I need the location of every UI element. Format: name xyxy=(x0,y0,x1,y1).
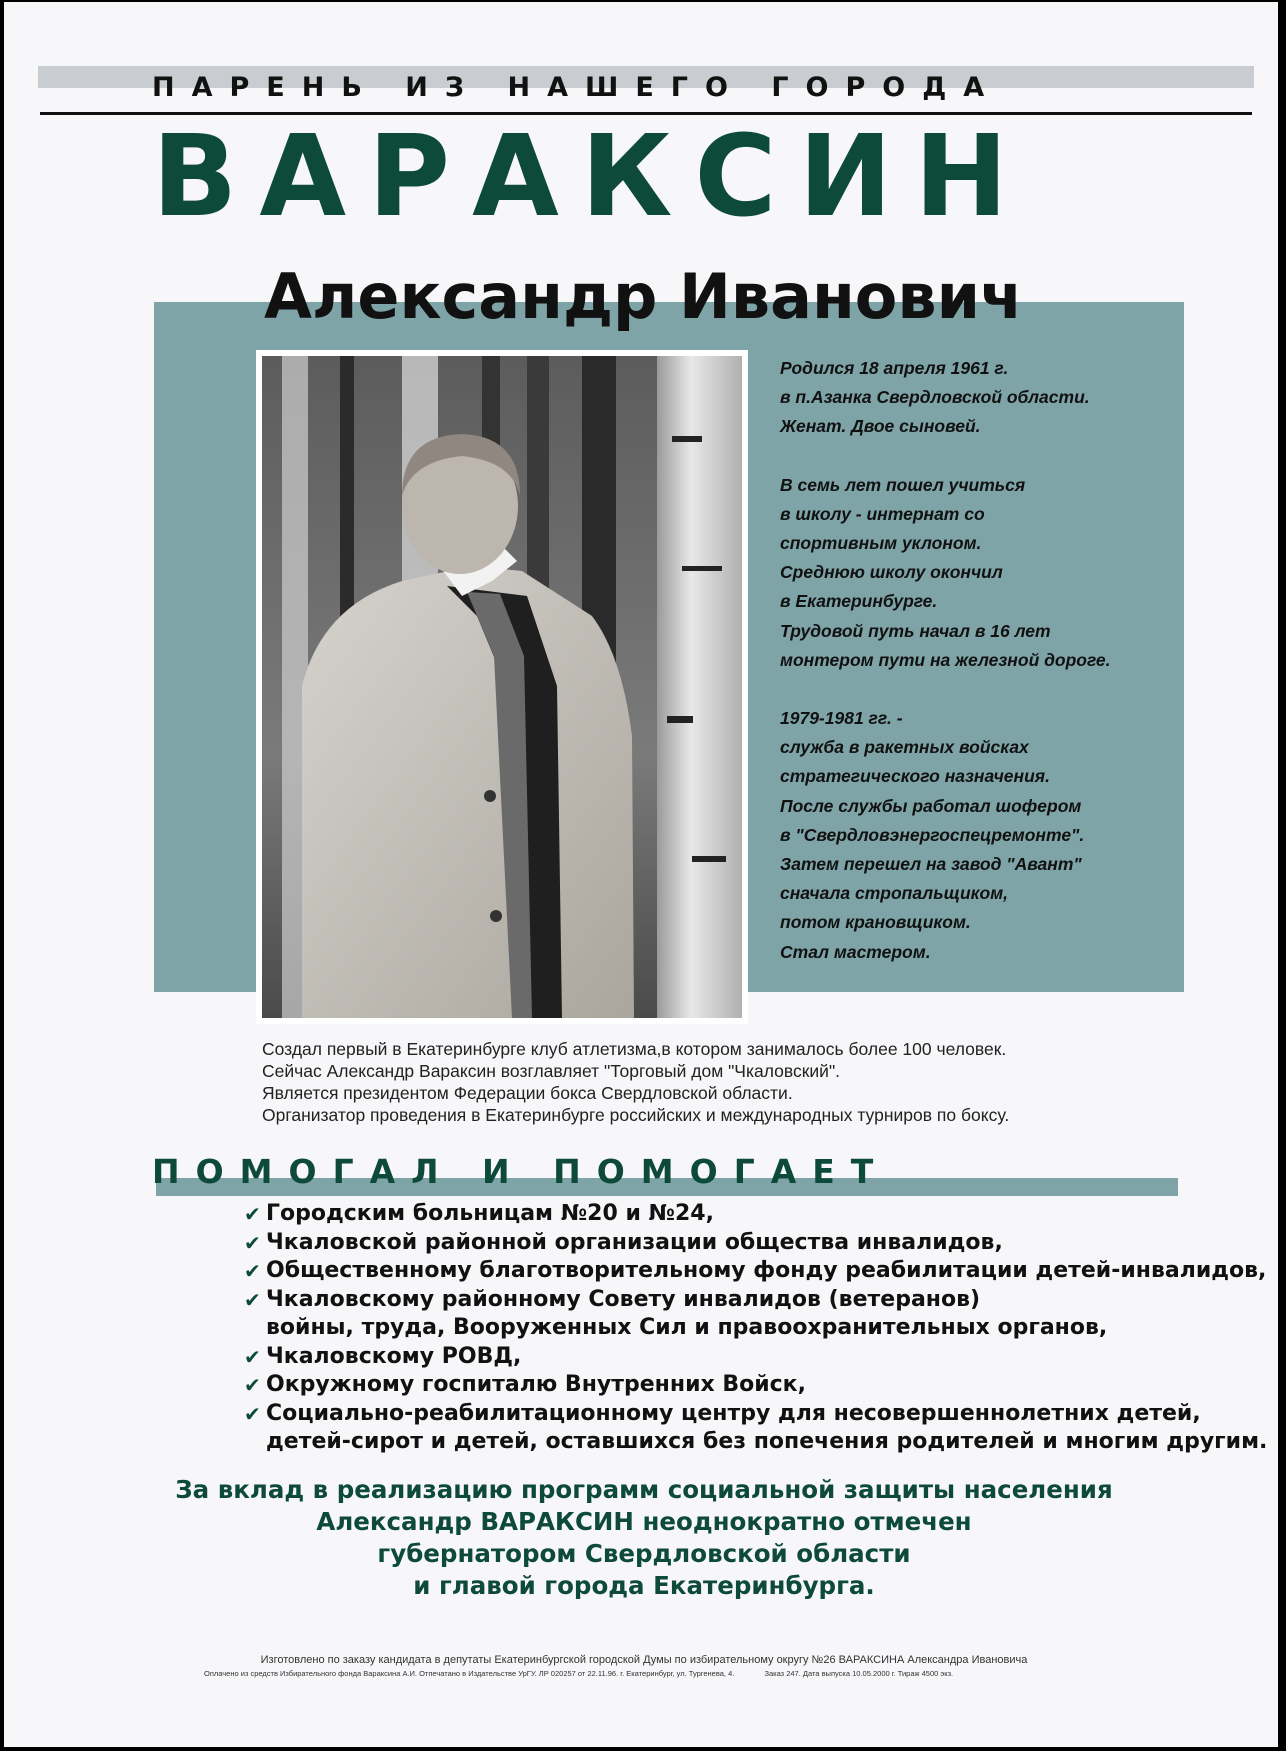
bio-line: потом крановщиком. xyxy=(780,912,971,933)
list-item-text: Городским больницам №20 и №24, xyxy=(266,1201,714,1226)
checkmark-icon: ✔ xyxy=(244,1287,261,1312)
achievement-line: Создал первый в Екатеринбурге клуб атлетизма,в котором занималось более 100 человек. xyxy=(262,1039,1007,1059)
bio-line: в школу - интернат со xyxy=(780,503,985,524)
imprint-order: Заказ 247. Дата выпуска 10.05.2000 г. Тираж 4500 экз. xyxy=(764,1669,954,1678)
bio-line: сначала стропальщиком, xyxy=(780,883,1009,904)
imprint-payment: Оплачено из средств Избирательного фонда Вараксина А.И. Отпечатано в Издательстве УрГУ. ЛР 020257 от 22.11.96. г. Екатеринбург, ул. Тургенева, 4. xyxy=(204,1669,735,1678)
closing-line: и главой города Екатеринбурга. xyxy=(413,1571,875,1600)
bio-line: в "Свердловэнергоспецремонте". xyxy=(780,824,1085,845)
candidate-photo xyxy=(256,350,748,1024)
list-item-text-cont: детей-сирот и детей, оставшихся без попечения родителей и многим другим. xyxy=(266,1429,1268,1454)
bio-line: служба в ракетных войсках xyxy=(780,737,1029,758)
list-item xyxy=(244,1400,1267,1457)
achievements-text xyxy=(262,1038,1262,1126)
bio-line: После службы работал шофером xyxy=(780,795,1082,816)
checkmark-icon: ✔ xyxy=(244,1373,261,1397)
list-item-text: Общественному благотворительному фонду реабилитации детей-инвалидов, xyxy=(266,1258,1267,1283)
achievement-line: Сейчас Александр Вараксин возглавляет "Торговый дом "Чкаловский". xyxy=(262,1061,841,1081)
bio-line: Стал мастером. xyxy=(780,941,931,962)
bio-line: Женат. Двое сыновей. xyxy=(780,416,981,437)
list-item-text: Чкаловскому районному Совету инвалидов (ветеранов) xyxy=(266,1286,981,1312)
list-item-text: Чкаловской районной организации общества инвалидов, xyxy=(266,1229,1003,1255)
bio-line: в Екатеринбурге. xyxy=(780,591,938,612)
helps-list xyxy=(244,1200,1267,1457)
bio-line: Трудовой путь начал в 16 лет xyxy=(780,620,1051,641)
list-item xyxy=(244,1371,1267,1400)
leaflet-page xyxy=(4,2,1278,1747)
list-item xyxy=(244,1200,1267,1229)
checkmark-icon: ✔ xyxy=(244,1230,261,1255)
list-item xyxy=(244,1343,1267,1372)
candidate-given-name: Александр Иванович xyxy=(264,260,1023,333)
closing-line: губернатором Свердловской области xyxy=(377,1539,911,1568)
list-item xyxy=(244,1229,1267,1258)
bio-line: В семь лет пошел учиться xyxy=(780,474,1026,495)
checkmark-icon: ✔ xyxy=(244,1401,261,1426)
tagline: ПАРЕНЬ ИЗ НАШЕГО ГОРОДА xyxy=(152,72,1002,103)
bio-line: спортивным уклоном. xyxy=(780,533,982,554)
bio-line: стратегического назначения. xyxy=(780,766,1050,787)
closing-line: За вклад в реализацию программ социальной защиты населения xyxy=(175,1475,1113,1504)
list-item-text: Чкаловскому РОВД, xyxy=(266,1343,522,1369)
achievement-line: Является президентом Федерации бокса Свердловской области. xyxy=(262,1083,793,1103)
bio-line: монтером пути на железной дороге. xyxy=(780,649,1111,670)
list-item xyxy=(244,1286,1267,1343)
list-item-text: Окружному госпиталю Внутренних Войск, xyxy=(266,1372,806,1397)
bio-line: Родился 18 апреля 1961 г. xyxy=(780,358,1009,378)
achievement-line: Организатор проведения в Екатеринбурге российских и международных турниров по боксу. xyxy=(262,1105,1010,1125)
list-item-text: Социально-реабилитационному центру для несовершеннолетних детей, xyxy=(266,1400,1201,1426)
bio-line: Среднюю школу окончил xyxy=(780,562,1003,583)
checkmark-icon: ✔ xyxy=(244,1259,261,1283)
bio-line: Затем перешел на завод "Авант" xyxy=(780,854,1082,875)
helps-heading: ПОМОГАЛ И ПОМОГАЕТ xyxy=(152,1152,890,1191)
checkmark-icon: ✔ xyxy=(244,1344,261,1369)
bio-line: в п.Азанка Свердловской области. xyxy=(780,387,1090,408)
bio-line: 1979-1981 гг. - xyxy=(780,708,903,729)
imprint-footer xyxy=(204,1652,1084,1680)
imprint-line: Изготовлено по заказу кандидата в депутаты Екатеринбургской городской Думы по избирательному округу №26 ВАРАКСИНА Александра Ивановича xyxy=(260,1654,1028,1666)
biography-text xyxy=(780,354,1180,967)
checkmark-icon: ✔ xyxy=(244,1202,261,1226)
closing-line: Александр ВАРАКСИН неоднократно отмечен xyxy=(316,1507,972,1536)
imprint-details xyxy=(204,1668,1084,1680)
candidate-surname: ВАРАКСИН xyxy=(152,112,1031,242)
list-item xyxy=(244,1257,1267,1286)
portrait-photo xyxy=(262,356,742,1018)
list-item-text-cont: войны, труда, Вооруженных Сил и правоохранительных органов, xyxy=(266,1315,1108,1340)
closing-statement xyxy=(124,1474,1164,1602)
